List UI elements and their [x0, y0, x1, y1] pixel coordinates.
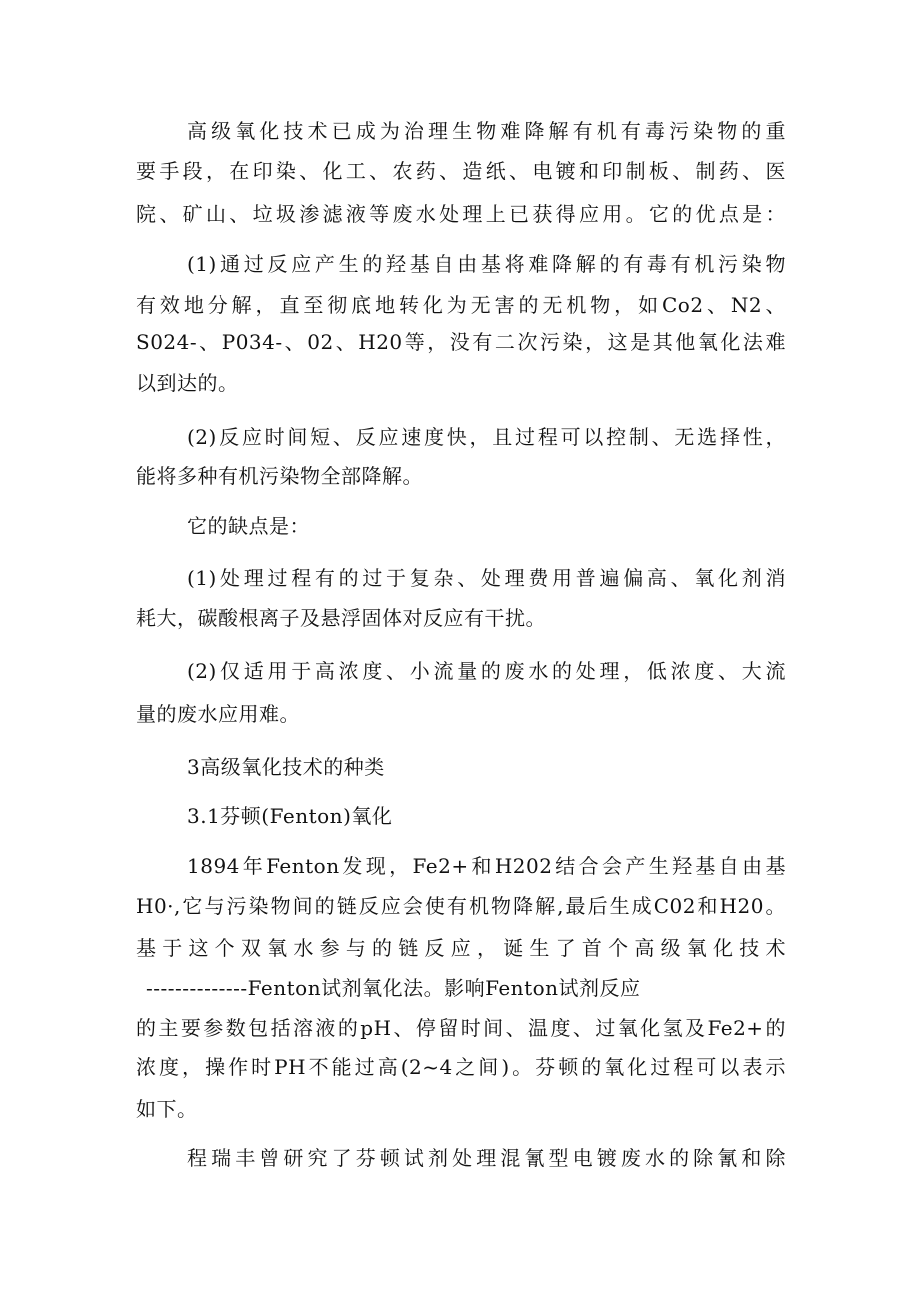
text-line: 基于这个双氧水参与的链反应，诞生了首个高级氧化技术	[136, 936, 786, 960]
text-line: 如下。	[136, 1097, 198, 1121]
text-line: 以到达的。	[136, 371, 239, 395]
text-line: S024-、P034-、02、H20等，没有二次污染，这是其他氧化法难	[136, 330, 786, 354]
text-line: (2)反应时间短、反应速度快，且过程可以控制、无选择性，	[187, 425, 786, 449]
text-line: 要手段，在印染、化工、农药、造纸、电镀和印制板、制药、医	[136, 159, 786, 183]
text-line: 量的废水应用难。	[136, 702, 300, 726]
text-line: (1)处理过程有的过于复杂、处理费用普遍偏高、氧化剂消	[187, 566, 786, 590]
text-line: 浓度，操作时PH不能过高(2~4之间)。芬顿的氧化过程可以表示	[136, 1055, 786, 1079]
text-line: 它的缺点是：	[187, 514, 310, 538]
text-line: 高级氧化技术已成为治理生物难降解有机有毒污染物的重	[187, 119, 786, 143]
text-line: 能将多种有机污染物全部降解。	[136, 464, 423, 488]
subsection-heading: 3.1芬顿(Fenton)氧化	[187, 804, 393, 828]
text-line: --------------Fenton试剂氧化法。影响Fenton试剂反应	[146, 976, 641, 1000]
text-line: (1)通过反应产生的羟基自由基将难降解的有毒有机污染物	[187, 252, 786, 276]
text-line: H0·,它与污染物间的链反应会使有机物降解,最后生成C02和H20。	[136, 894, 786, 918]
text-line: 1894年Fenton发现，Fe2+和H202结合会产生羟基自由基	[187, 854, 786, 878]
section-heading: 3高级氧化技术的种类	[187, 755, 385, 779]
text-line: 程瑞丰曾研究了芬顿试剂处理混氰型电镀废水的除氰和除	[187, 1146, 786, 1170]
text-line: 耗大，碳酸根离子及悬浮固体对反应有干扰。	[136, 606, 546, 630]
text-line: 的主要参数包括溶液的pH、停留时间、温度、过氧化氢及Fe2+的	[136, 1016, 786, 1040]
text-line: (2)仅适用于高浓度、小流量的废水的处理，低浓度、大流	[187, 659, 786, 683]
text-line: 有效地分解，直至彻底地转化为无害的无机物，如Co2、N2、	[136, 293, 786, 317]
text-line: 院、矿山、垃圾渗滤液等废水处理上已获得应用。它的优点是：	[136, 202, 786, 226]
